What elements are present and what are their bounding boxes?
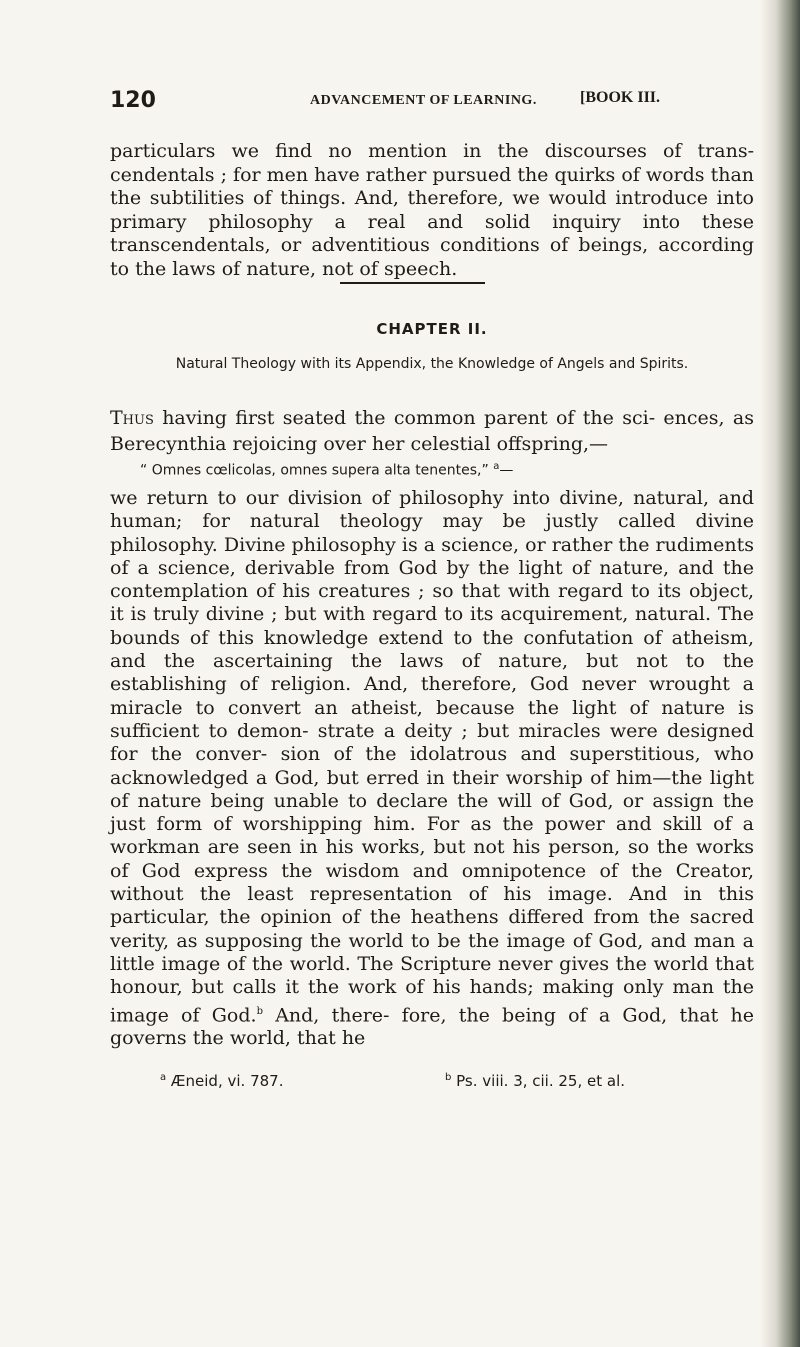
opening-paragraph — [110, 405, 754, 457]
quote-text: “ Omnes cœlicolas, omnes supera alta tenentes,” — [140, 462, 489, 479]
quote-footnote-marker: a — [493, 461, 500, 472]
binding-edge-shadow — [760, 0, 800, 1347]
quote-dash: — — [499, 462, 514, 479]
footnote-b-marker: b — [445, 1072, 452, 1083]
opening-first-word: Thus — [110, 407, 154, 429]
running-title: ADVANCEMENT OF LEARNING. — [310, 93, 537, 108]
main-text: we return to our division of philosophy into divine, natural, and human; for natural theology may be justly called divine philosophy. Divine philosophy is a science, or rather the rudiments of a science, derivable from God by the light of nature, and the contemplation of his creatures ; so that with regard to its object, it is truly divine ; but with regard to its acquirement, natural. The bounds of this knowledge extend to the confutation of atheism, and the ascertaining the laws of nature, but not to the establishing of religion. And, therefore, God never wrought a miracle to convert an atheist, because the light of nature is sufficient to demon- strate a deity ; but miracles were designed for the conver- sion of the idolatrous and superstitious, who acknowledged a God, but erred in their worship of him—the light of nature being unable to declare the will of God, or assign the just form of worshipping him. For as the power and skill of a workman are seen in his works, but not his person, so the works of God express the wisdom and omnipotence of the Creator, without the least representation of his image. And in this particular, the opinion of the heathens differed from the sacred verity, as supposing the world to be the image of God, and man a little image of the world. The Scripture never gives the world that honour, but calls it the work of his hands; making only man the image of God. — [110, 487, 754, 1026]
footnote-a-marker: a — [160, 1072, 167, 1083]
chapter-subtitle: Natural Theology with its Appendix, the Knowledge of Angels and Spirits. — [175, 356, 689, 372]
footnote-b — [445, 1072, 625, 1090]
footnote-b-text: Ps. viii. 3, cii. 25, et al. — [456, 1072, 626, 1090]
book-reference: [BOOK III. — [580, 89, 661, 106]
intro-paragraph: particulars we find no mention in the discourses of trans- cendentals ; for men have rather pursued the quirks of words than the subtilities of things. And, therefore, we would introduce into primary philosophy a real and solid inquiry into these transcendentals, or adventitious conditions of beings, according to the laws of nature, not of speech. — [110, 140, 755, 280]
latin-quote — [140, 461, 740, 479]
footnote-a-text: Æneid, vi. 787. — [170, 1072, 284, 1090]
chapter-title: CHAPTER II. — [376, 320, 488, 338]
main-paragraph — [110, 487, 754, 1050]
footnote-a — [160, 1072, 283, 1090]
page-number: 120 — [110, 88, 156, 113]
opening-text: having first seated the common parent of the sci- ences, as Berecynthia rejoicing over her celestial offspring,— — [110, 407, 754, 455]
section-divider — [340, 282, 485, 284]
main-footnote-marker: b — [256, 1005, 263, 1017]
main-text-continued: And, there- fore, the being of a God, that he governs the world, that he — [110, 1003, 754, 1050]
page-header — [110, 88, 760, 118]
